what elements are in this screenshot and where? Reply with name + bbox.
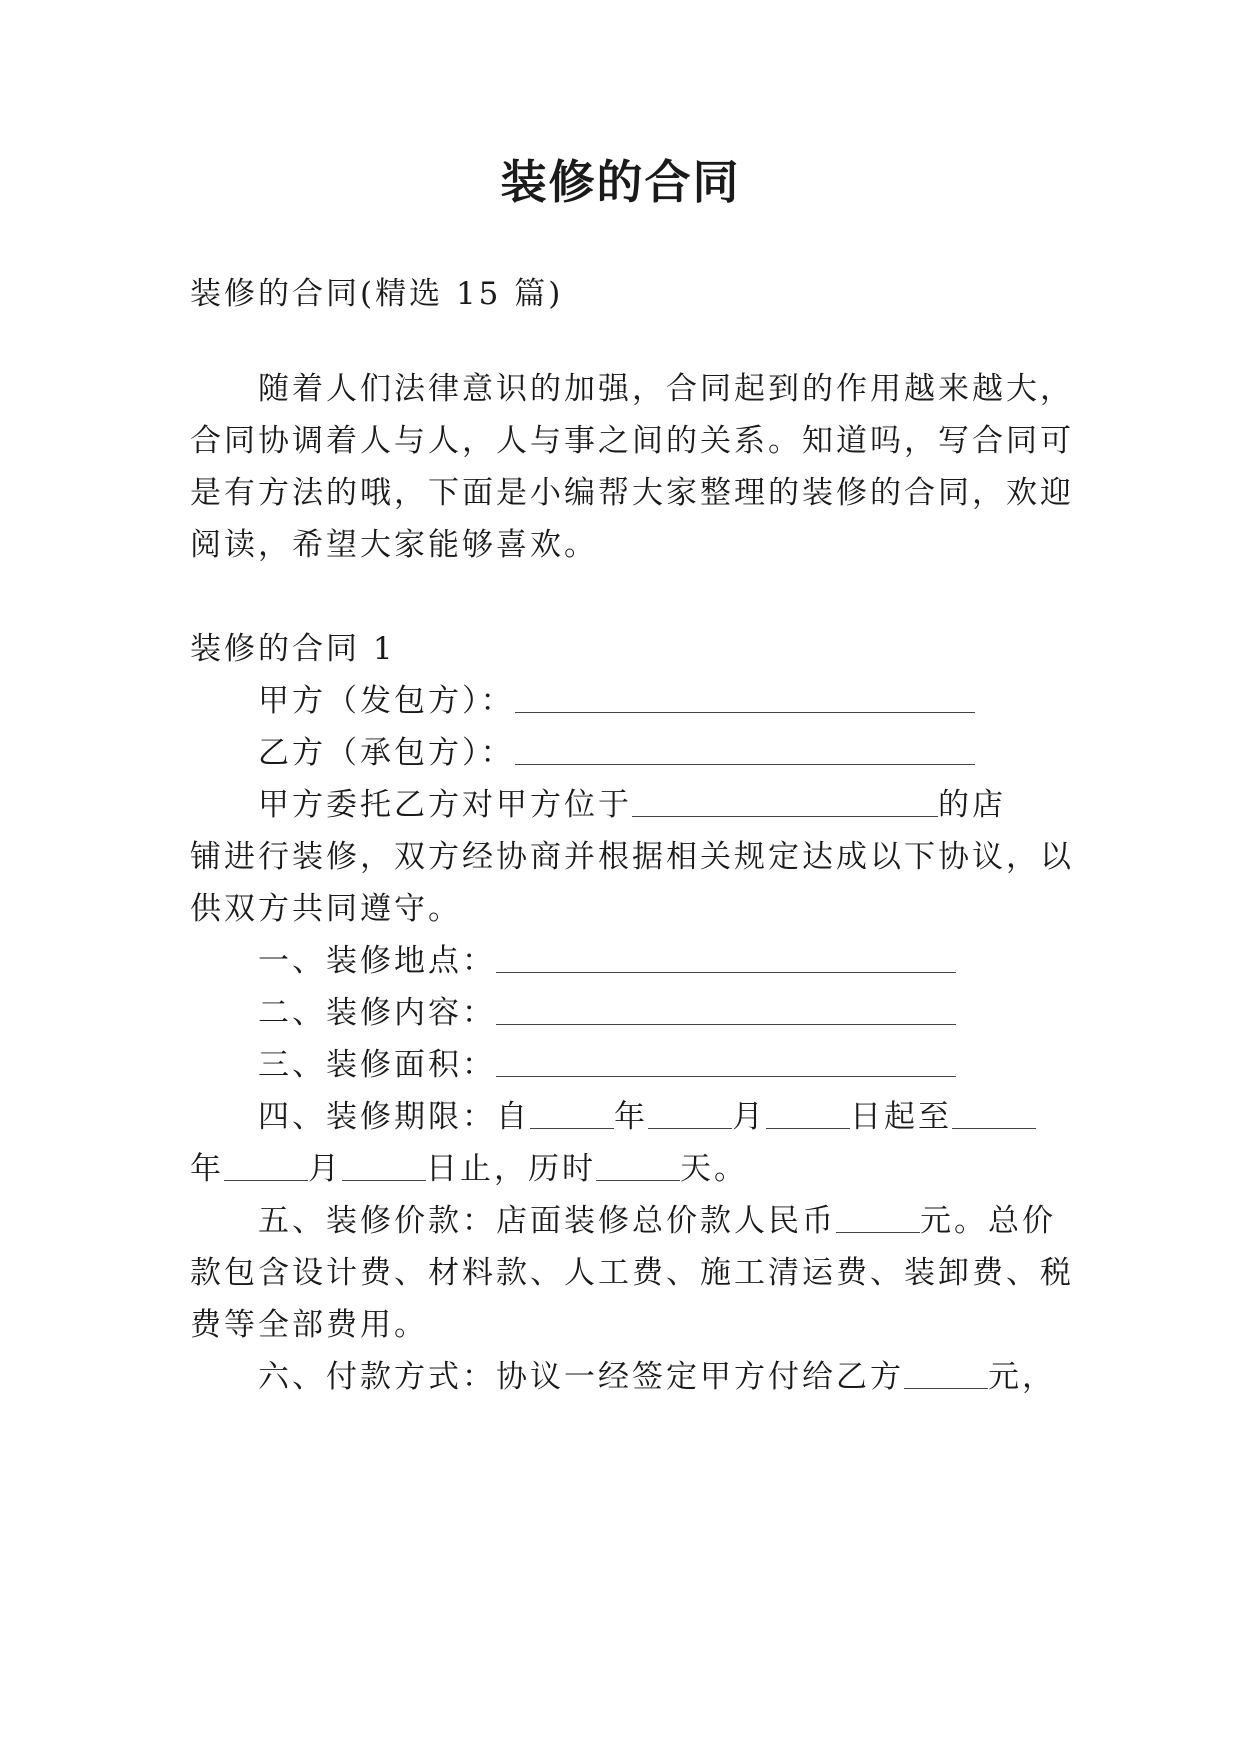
payment-blank[interactable] (904, 1356, 988, 1389)
item6-unit: 元， (988, 1359, 1056, 1395)
duration-blank[interactable] (596, 1148, 680, 1181)
price-blank[interactable] (836, 1200, 920, 1233)
party-a-line (190, 672, 1070, 730)
start-month-blank[interactable] (648, 1096, 732, 1129)
item6-label: 六、付款方式：协议一经签定甲方付给乙方 (258, 1359, 904, 1395)
item2-label: 二、装修内容： (258, 995, 496, 1031)
item4-label: 四、装修期限：自 (258, 1099, 530, 1135)
start-year-blank[interactable] (530, 1096, 614, 1129)
item4-day-to: 日止，历时 (426, 1151, 596, 1187)
item3-blank[interactable] (496, 1044, 956, 1077)
end-month-blank[interactable] (224, 1148, 308, 1181)
item4-year2: 年 (190, 1151, 224, 1187)
end-year-blank[interactable] (952, 1096, 1036, 1129)
document-subtitle: 装修的合同(精选 15 篇) (190, 276, 564, 312)
item4-cont (190, 1140, 1070, 1198)
item4-month2: 月 (308, 1151, 342, 1187)
item4-month: 月 (732, 1099, 766, 1135)
item5-cont-2: 费等全部费用。 (190, 1307, 428, 1343)
item3-line (190, 1036, 1070, 1094)
intro-line-2: 合同协调着人与人，人与事之间的关系。知道吗，写合同可 (190, 423, 1074, 459)
party-b-line (190, 724, 1070, 782)
item5-label: 五、装修价款：店面装修总价款人民币 (258, 1203, 836, 1239)
entrust-cont-1: 铺进行装修，双方经协商并根据相关规定达成以下协议，以 (190, 839, 1074, 875)
intro-line-1: 随着人们法律意识的加强，合同起到的作用越来越大， (258, 371, 1074, 407)
item1-label: 一、装修地点： (258, 943, 496, 979)
entrust-prefix: 甲方委托乙方对甲方位于 (258, 787, 632, 823)
item4-day-from: 日起至 (850, 1099, 952, 1135)
start-day-blank[interactable] (766, 1096, 850, 1129)
item6-line (190, 1348, 1070, 1406)
end-day-blank[interactable] (342, 1148, 426, 1181)
item1-line (190, 932, 1070, 990)
party-a-label: 甲方（发包方）： (258, 683, 515, 719)
item4-year: 年 (614, 1099, 648, 1135)
intro-line-4: 阅读，希望大家能够喜欢。 (190, 527, 598, 563)
location-blank[interactable] (632, 784, 938, 817)
party-b-label: 乙方（承包方）： (258, 735, 515, 771)
entrust-cont-2: 供双方共同遵守。 (190, 891, 462, 927)
item5-unit: 元。总价 (920, 1203, 1056, 1239)
item2-blank[interactable] (496, 992, 956, 1025)
entrust-line (190, 776, 1070, 834)
item5-cont-1: 款包含设计费、材料款、人工费、施工清运费、装卸费、税 (190, 1255, 1074, 1291)
entrust-suffix: 的店 (938, 787, 1006, 823)
party-b-blank[interactable] (515, 732, 975, 765)
item4-days: 天。 (680, 1151, 748, 1187)
document-title: 装修的合同 (500, 155, 741, 209)
intro-line-3: 是有方法的哦，下面是小编帮大家整理的装修的合同，欢迎 (190, 475, 1074, 511)
item5-line (190, 1192, 1070, 1250)
party-a-blank[interactable] (515, 680, 975, 713)
section-heading: 装修的合同 1 (190, 631, 396, 667)
item3-label: 三、装修面积： (258, 1047, 496, 1083)
item4-line (190, 1088, 1070, 1146)
item1-blank[interactable] (496, 940, 956, 973)
item2-line (190, 984, 1070, 1042)
